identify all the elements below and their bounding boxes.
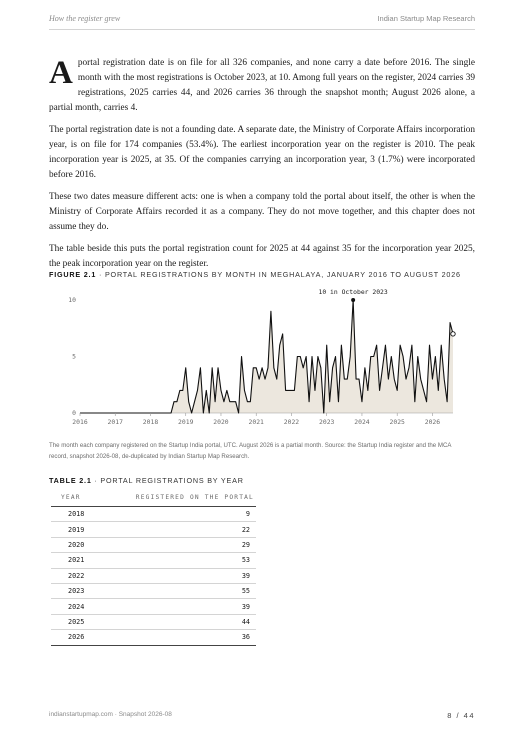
table-row (51, 630, 256, 645)
table-row (51, 537, 256, 552)
paragraph-1 (49, 56, 475, 116)
year-cell: 2018 (51, 507, 96, 522)
year-cell: 2026 (51, 630, 96, 645)
y-tick-label: 0 (72, 409, 76, 417)
year-cell: 2022 (51, 568, 96, 583)
running-header (49, 14, 475, 28)
table-header-row (51, 488, 256, 507)
table-label (49, 476, 244, 485)
table-number: TABLE 2.1 (49, 476, 92, 485)
count-cell: 44 (96, 614, 256, 629)
x-tick-label: 2020 (213, 418, 229, 426)
count-cell: 36 (96, 630, 256, 645)
chapter-title: How the register grew (49, 14, 121, 23)
registrations-table (51, 488, 256, 646)
table-row (51, 599, 256, 614)
figure-separator: · (96, 270, 105, 279)
year-cell: 2025 (51, 614, 96, 629)
table-separator: · (91, 476, 101, 485)
table-row (51, 568, 256, 583)
column-header-year: YEAR (51, 488, 96, 507)
figure-number: FIGURE 2.1 (49, 270, 97, 279)
peak-marker (351, 298, 355, 302)
last-point-marker (451, 332, 455, 336)
count-cell: 39 (96, 599, 256, 614)
x-tick-label: 2016 (72, 418, 88, 426)
count-cell: 29 (96, 537, 256, 552)
column-header-registered: REGISTERED ON THE PORTAL (96, 488, 256, 507)
table-row (51, 553, 256, 568)
paragraph-3: These two dates measure different acts: one is when a company told the portal about itself, the other is when the Ministry of Corporate Affairs recorded it as a company. They do not move together, and this chapter does not assume they do. (49, 192, 475, 232)
paragraph-4: The table beside this puts the portal registration count for 2025 at 44 against 35 for the incorporation year 2025, the peak incorporation year on the register. (49, 244, 475, 269)
table-row (51, 614, 256, 629)
count-cell: 9 (96, 507, 256, 522)
count-cell: 22 (96, 522, 256, 537)
y-tick-label: 5 (72, 352, 76, 361)
year-cell: 2020 (51, 537, 96, 552)
x-tick-label: 2025 (389, 418, 405, 426)
registrations-chart (49, 285, 469, 435)
x-tick-label: 2023 (319, 418, 335, 426)
publisher-name: Indian Startup Map Research (377, 14, 475, 23)
body-text (49, 56, 475, 279)
count-cell: 53 (96, 553, 256, 568)
figure-label (49, 270, 461, 279)
count-cell: 55 (96, 583, 256, 598)
drop-cap: A (49, 55, 73, 91)
year-cell: 2021 (51, 553, 96, 568)
figure-caption: The month each company registered on the Startup India portal, UTC. August 2026 is a partial month. Source: the Startup India register and the MCA record, snapshot 2026-08, de-duplicated by Indian Startup Map Research. (49, 442, 452, 460)
figure-title: PORTAL REGISTRATIONS BY MONTH IN MEGHALAYA, JANUARY 2016 TO AUGUST 2026 (104, 270, 461, 279)
peak-annotation: 10 in October 2023 (318, 288, 388, 296)
x-tick-label: 2017 (107, 418, 123, 426)
x-tick-label: 2024 (354, 418, 370, 426)
table-title: PORTAL REGISTRATIONS BY YEAR (100, 476, 244, 485)
table-row (51, 507, 256, 522)
page-number: 8 / 44 (447, 711, 475, 720)
paragraph-2: The portal registration date is not a founding date. A separate date, the Ministry of Corporate Affairs incorporation year, is on file for 174 companies (53.4%). The earliest incorporation year on the register is 2010. The peak incorporation year is 2025, at 35. Of the companies carrying an incorporation year, 3 (1.7%) were incorporated before 2016. (49, 125, 475, 180)
y-tick-label: 10 (68, 296, 76, 304)
x-tick-label: 2026 (424, 418, 441, 426)
x-tick-label: 2021 (248, 418, 264, 426)
paragraph-1-text: portal registration date is on file for all 326 companies, and none carry a date before 2016. The single month with the most registrations is October 2023, at 10. Among full years on the register, 2024 carries 39 registrations, 2025 carries 44, and 2026 carries 36 through the snapshot month; August 2026 alone, a partial month, carries 4. (49, 58, 475, 113)
table-row (51, 522, 256, 537)
table-row (51, 583, 256, 598)
year-cell: 2019 (51, 522, 96, 537)
footer-site: indianstartupmap.com · Snapshot 2026-08 (49, 711, 172, 718)
year-cell: 2023 (51, 583, 96, 598)
x-tick-label: 2019 (178, 418, 194, 426)
x-tick-label: 2018 (142, 418, 159, 426)
series-area (80, 300, 453, 413)
count-cell: 39 (96, 568, 256, 583)
header-rule (49, 29, 475, 30)
year-cell: 2024 (51, 599, 96, 614)
x-tick-label: 2022 (283, 418, 300, 426)
